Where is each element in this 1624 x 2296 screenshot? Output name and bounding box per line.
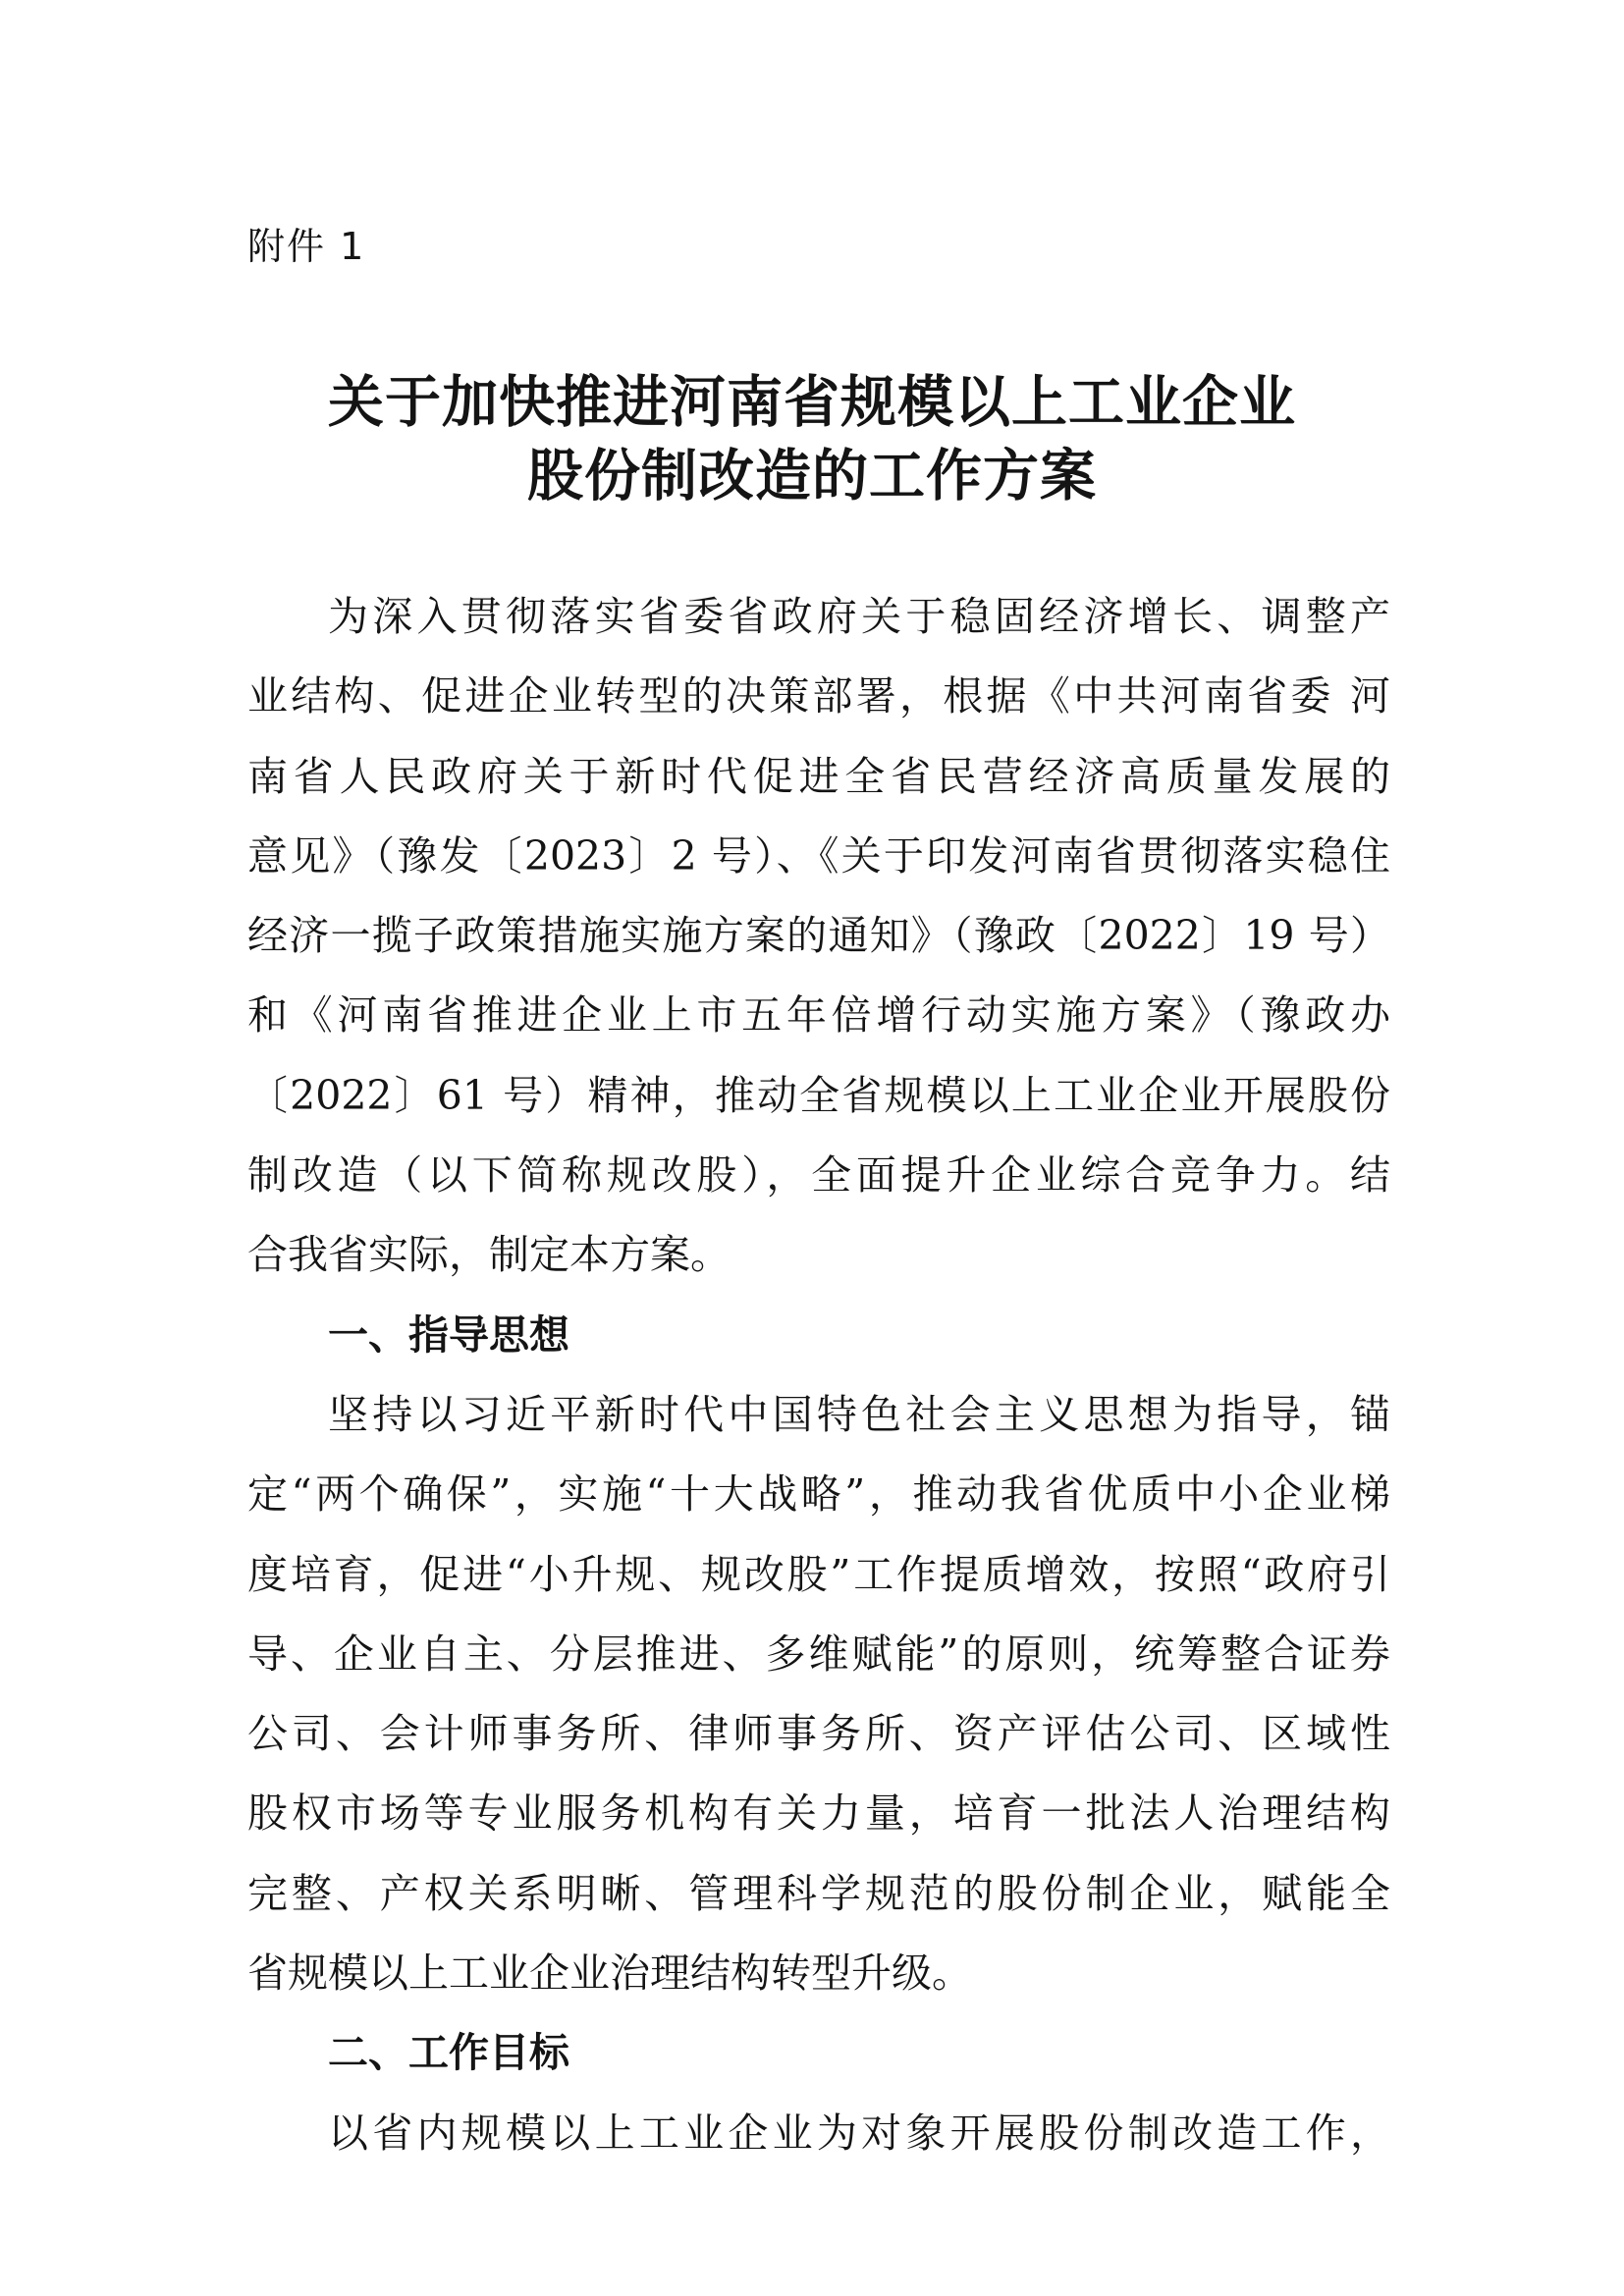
document-title-line-2: 股份制改造的工作方案 [527, 444, 1097, 508]
paragraph-line: 导、企业自主、分层推进、多维赋能”的原则，统筹整合证券 [247, 1629, 1390, 1678]
paragraph-line: 省规模以上工业企业治理结构转型升级。 [247, 1949, 972, 1998]
paragraph-line: 〔2022〕61 号）精神，推动全省规模以上工业企业开展股份 [247, 1071, 1390, 1119]
section-heading: 二、工作目标 [328, 2029, 569, 2077]
paragraph-line: 以省内规模以上工业企业为对象开展股份制改造工作， [328, 2109, 1390, 2157]
paragraph-line: 定“两个确保”，实施“十大战略”，推动我省优质中小企业梯 [247, 1470, 1390, 1519]
attachment-label: 附件 1 [247, 225, 366, 268]
paragraph-line: 制改造（以下简称规改股），全面提升企业综合竞争力。结 [247, 1151, 1390, 1200]
paragraph-line: 股权市场等专业服务机构有关力量，培育一批法人治理结构 [247, 1789, 1390, 1838]
document-title-line-1: 关于加快推进河南省规模以上工业企业 [328, 370, 1296, 435]
paragraph-line: 和《河南省推进企业上市五年倍增行动实施方案》（豫政办 [247, 991, 1390, 1040]
paragraph-line: 意见》（豫发〔2023〕2 号）、《关于印发河南省贯彻落实稳住 [247, 831, 1390, 880]
paragraph-line: 合我省实际，制定本方案。 [247, 1231, 731, 1279]
document-body [247, 577, 1390, 2173]
paragraph-line: 度培育，促进“小升规、规改股”工作提质增效，按照“政府引 [247, 1550, 1390, 1598]
paragraph-line: 公司、会计师事务所、律师事务所、资产评估公司、区域性 [247, 1710, 1390, 1758]
paragraph-line: 业结构、促进企业转型的决策部署，根据《中共河南省委 河 [247, 672, 1390, 721]
paragraph-line: 完整、产权关系明晰、管理科学规范的股份制企业，赋能全 [247, 1869, 1390, 1917]
paragraph-line: 为深入贯彻落实省委省政府关于稳固经济增长、调整产 [328, 593, 1390, 640]
paragraph-line: 坚持以习近平新时代中国特色社会主义思想为指导，锚 [328, 1390, 1390, 1438]
section-heading: 一、指导思想 [328, 1310, 569, 1359]
paragraph-line: 南省人民政府关于新时代促进全省民营经济高质量发展的 [247, 752, 1390, 800]
paragraph-line: 经济一揽子政策措施实施方案的通知》（豫政〔2022〕19 号） [247, 912, 1390, 960]
